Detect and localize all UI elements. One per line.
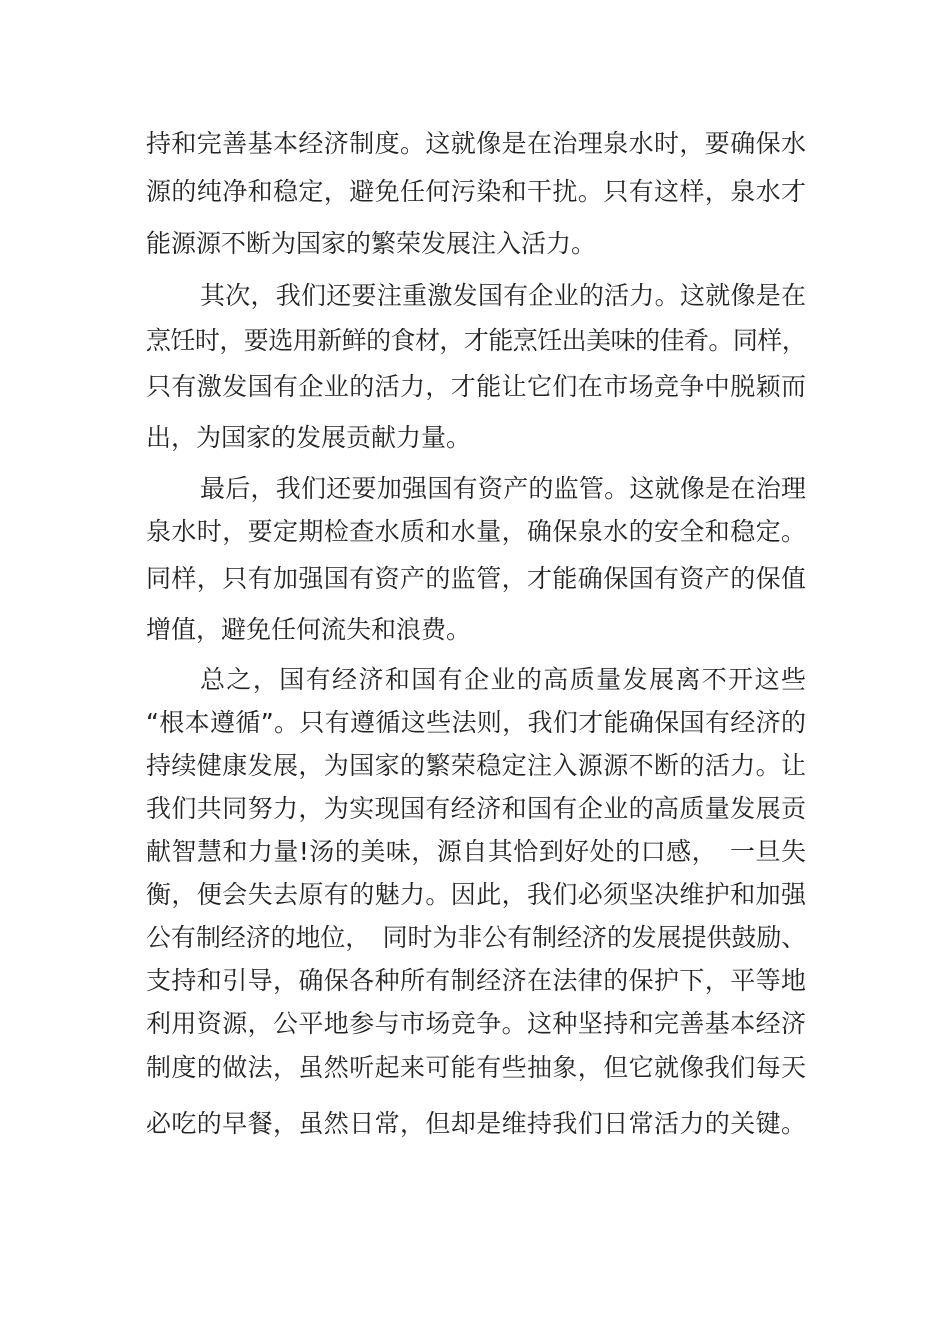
text-line: 源的纯净和稳定，避免任何污染和干扰。只有这样，泉水才 <box>146 177 806 206</box>
text-line: 利用资源，公平地参与市场竞争。这种坚持和完善基本经济 <box>146 1009 806 1038</box>
text-line: 同样，只有加强国有资产的监管，才能确保国有资产的保值 <box>146 564 806 593</box>
text-line: 制度的做法，虽然听起来可能有些抽象，但它就像我们每天 <box>146 1053 806 1082</box>
text-line: 我们共同努力，为实现国有经济和国有企业的高质量发展贡 <box>146 794 806 823</box>
text-line: 持和完善基本经济制度。这就像是在治理泉水时，要确保水 <box>146 129 806 158</box>
text-line: 献智慧和力量!汤的美味，源自其恰到好处的口感， 一旦失 <box>146 837 806 866</box>
text-line: 其次，我们还要注重激发国有企业的活力。这就像是在 <box>200 281 806 310</box>
text-line: 总之，国有经济和国有企业的高质量发展离不开这些 <box>200 665 806 694</box>
text-line: 泉水时，要定期检查水质和水量，确保泉水的安全和稳定。 <box>146 517 806 546</box>
text-line: 增值，避免任何流失和浪费。 <box>146 615 472 644</box>
text-line: 烹饪时，要选用新鲜的食材，才能烹饪出美味的佳肴。同样， <box>146 326 806 355</box>
text-line: 能源源不断为国家的繁荣发展注入活力。 <box>146 229 597 258</box>
text-line: 只有激发国有企业的活力，才能让它们在市场竞争中脱颖而 <box>146 372 806 401</box>
text-line: 出，为国家的发展贡献力量。 <box>146 423 472 452</box>
text-line: “根本遵循”。只有遵循这些法则，我们才能确保国有经济的 <box>146 708 806 737</box>
text-line: 持续健康发展，为国家的繁荣稳定注入源源不断的活力。让 <box>146 751 806 780</box>
text-line: 必吃的早餐，虽然日常，但却是维持我们日常活力的关键。 <box>146 1109 806 1138</box>
text-line: 最后，我们还要加强国有资产的监管。这就像是在治理 <box>200 474 806 503</box>
text-line: 衡，便会失去原有的魅力。因此，我们必须坚决维护和加强 <box>146 880 806 909</box>
text-line: 支持和引导，确保各种所有制经济在法律的保护下，平等地 <box>146 966 806 995</box>
text-line: 公有制经济的地位， 同时为非公有制经济的发展提供鼓励、 <box>146 923 806 952</box>
